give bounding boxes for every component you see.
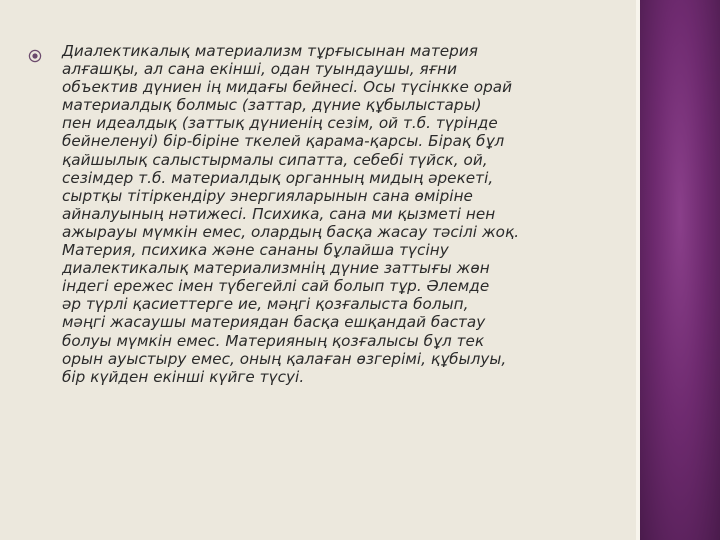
text-line: диалектикалық материализмнің дүние заттығы жөн	[62, 259, 490, 278]
circled-bullet-icon	[28, 49, 48, 68]
text-line: бейнеленуі) бір-біріне ткелей қарама-қарсы. Бірақ бұл	[62, 132, 505, 151]
text-line: Диалектикалық материализм тұрғысынан материя	[62, 42, 478, 60]
text-line: орын ауыстыру емес, оның қалаған өзгерімі, құбылуы,	[62, 349, 507, 368]
paragraph-text	[62, 42, 519, 386]
text-line: мәңгі жасаушы материядан басқа ешқандай бастау	[62, 313, 486, 332]
text-line: сезімдер т.б. материалдық органның мидың әрекеті,	[62, 168, 494, 187]
bullet-paragraph	[28, 42, 618, 386]
text-line: бір күйден екінші күйге түсуі.	[62, 367, 305, 386]
text-line: объектив дүниен ің мидағы бейнесі. Осы түсінкке орай	[62, 78, 513, 97]
text-line: әр түрлі қасиеттерге ие, мәңгі қозғалыста болып,	[62, 295, 469, 314]
text-line: материалдық болмыс (заттар, дүние құбылыстары)	[62, 96, 482, 115]
text-line: айналуының нәтижесі. Психика, сана ми қызметі нен	[62, 204, 496, 223]
text-line: Материя, психика және сананы бұлайша түсіну	[62, 241, 449, 260]
accent-band	[640, 0, 720, 540]
slide-content	[28, 42, 618, 386]
text-line: індегі ережес імен түбегейлі сай болып тұр. Әлемде	[62, 277, 490, 296]
text-line: пен идеалдық (заттық дүниенің сезім, ой т.б. түрінде	[62, 114, 498, 133]
text-line: қайшылық салыстырмалы сипатта, себебі түйск, ой,	[62, 150, 488, 169]
text-line: болуы мүмкін емес. Материяның қозғалысы бұл тек	[62, 331, 485, 350]
text-line: сыртқы тітіркендіру энергияларынын сана өміріне	[62, 186, 473, 205]
text-line: ажырауы мүмкін емес, олардың басқа жасау тәсілі жоқ.	[62, 222, 520, 241]
text-line: алғашқы, ал сана екінші, одан туындаушы, яғни	[62, 60, 458, 79]
